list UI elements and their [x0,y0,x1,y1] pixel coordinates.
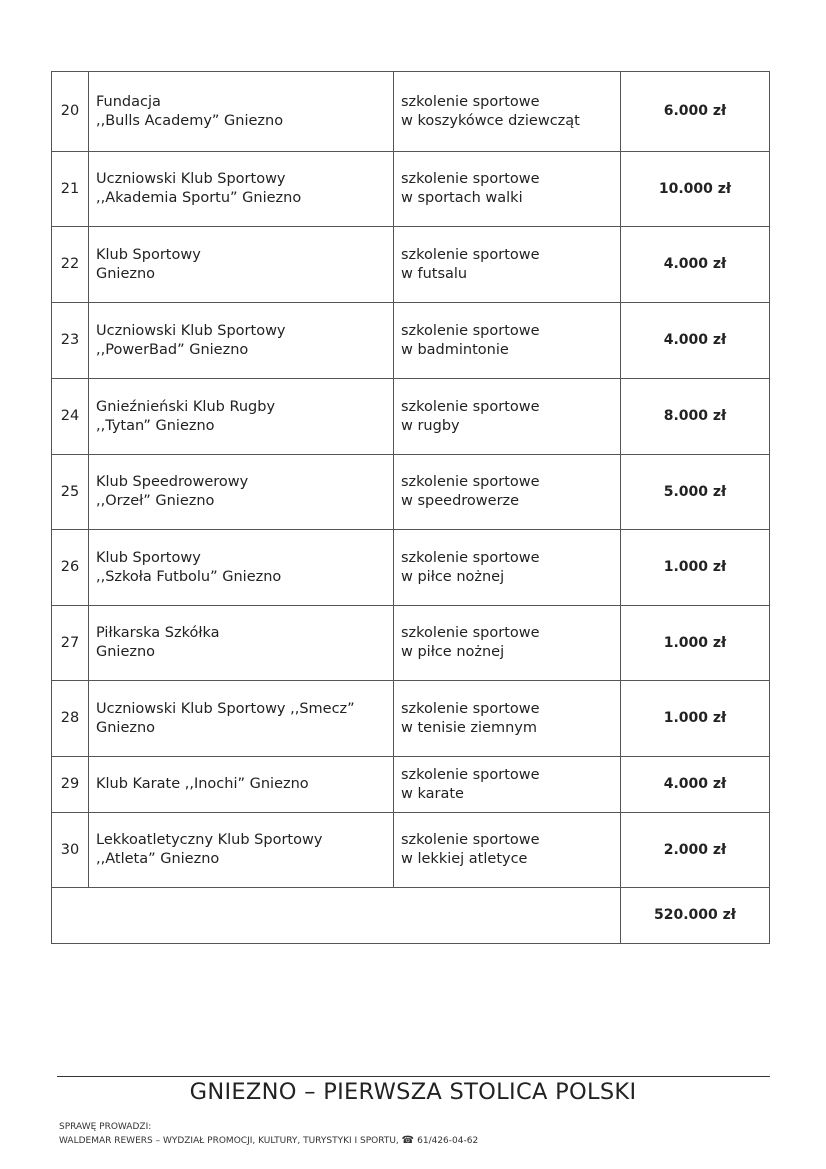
row-number: 25 [52,455,89,530]
purpose-line: szkolenie sportowe [401,474,540,490]
table-row [52,303,770,379]
organization-name-line: Gniezno [96,265,156,282]
purpose-line: w futsalu [401,265,468,282]
grant-amount: 4.000 zł [621,303,770,379]
organization-name-line: Gniezno [96,719,156,736]
organization-name-line: ,,Atleta” Gniezno [96,851,220,867]
purpose-line: szkolenie sportowe [401,322,540,339]
grant-amount: 10.000 zł [621,152,770,227]
organization-name-line: Klub Speedrowerowy [96,474,249,490]
organization-name-line: Lekkoatletyczny Klub Sportowy [96,832,323,848]
organization-cell [89,455,394,530]
purpose-line: w rugby [401,417,460,434]
organization-name-line: Uczniowski Klub Sportowy ,,Smecz” [96,700,355,717]
table-row [52,379,770,455]
purpose-line: w tenisie ziemnym [401,719,537,736]
purpose-line: w karate [401,785,464,802]
organization-name-line: Uczniowski Klub Sportowy [96,171,286,187]
purpose-line: w koszykówce dziewcząt [401,112,580,129]
table-row [52,681,770,757]
footer-phone: 61/426-04-62 [417,1136,479,1146]
footer-label: SPRAWĘ PROWADZI: [59,1122,152,1132]
organization-name-line: ,,Akademia Sportu” Gniezno [96,190,302,206]
purpose-line: szkolenie sportowe [401,700,540,717]
organization-name-line: Gnieźnieński Klub Rugby [96,398,276,415]
row-number: 22 [52,227,89,303]
grant-amount: 4.000 zł [621,227,770,303]
purpose-cell [394,757,621,813]
purpose-line: szkolenie sportowe [401,171,540,187]
row-number: 20 [52,72,89,152]
organization-cell [89,72,394,152]
table-row [52,813,770,888]
purpose-line: szkolenie sportowe [401,625,540,641]
footer-divider [57,1076,770,1077]
grant-amount: 8.000 zł [621,379,770,455]
organization-name-line: ,,Tytan” Gniezno [96,417,215,434]
organization-name-line: Fundacja [96,93,161,110]
organization-cell [89,757,394,813]
grants-table [51,71,770,944]
grant-amount: 1.000 zł [621,681,770,757]
purpose-cell [394,606,621,681]
organization-cell [89,530,394,606]
purpose-cell [394,455,621,530]
total-label-cell [52,888,621,944]
organization-name-line: Klub Sportowy [96,246,201,263]
row-number: 28 [52,681,89,757]
organization-name-line: Uczniowski Klub Sportowy [96,322,286,339]
purpose-cell [394,813,621,888]
phone-icon: ☎ [401,1135,415,1146]
purpose-line: szkolenie sportowe [401,398,540,415]
table-row [52,72,770,152]
purpose-cell [394,152,621,227]
row-number: 30 [52,813,89,888]
grant-amount: 1.000 zł [621,530,770,606]
table-row [52,606,770,681]
table-row [52,530,770,606]
purpose-line: szkolenie sportowe [401,93,540,110]
row-number: 23 [52,303,89,379]
purpose-line: w piłce nożnej [401,644,505,660]
purpose-line: w lekkiej atletyce [401,851,528,867]
purpose-line: szkolenie sportowe [401,549,540,566]
purpose-line: szkolenie sportowe [401,246,540,263]
purpose-line: w piłce nożnej [401,568,505,585]
purpose-line: szkolenie sportowe [401,832,540,848]
organization-cell [89,606,394,681]
organization-name-line: Klub Sportowy [96,549,201,566]
grant-amount: 6.000 zł [621,72,770,152]
organization-cell [89,303,394,379]
organization-name-line: Piłkarska Szkółka [96,625,220,641]
organization-cell [89,227,394,303]
grant-amount: 2.000 zł [621,813,770,888]
purpose-line: w badmintonie [401,341,509,358]
organization-name-line: ,,Orzeł” Gniezno [96,493,215,509]
row-number: 26 [52,530,89,606]
table-row [52,227,770,303]
total-row [52,888,770,944]
row-number: 21 [52,152,89,227]
organization-name-line: Klub Karate ,,Inochi” Gniezno [96,776,309,792]
organization-name-line: ,,Bulls Academy” Gniezno [96,112,284,129]
purpose-line: w speedrowerze [401,493,520,509]
purpose-line: w sportach walki [401,190,523,206]
row-number: 27 [52,606,89,681]
row-number: 29 [52,757,89,813]
row-number: 24 [52,379,89,455]
organization-cell [89,379,394,455]
organization-name-line: ,,Szkoła Futbolu” Gniezno [96,568,282,585]
purpose-cell [394,681,621,757]
footer-contact-text: WALDEMAR REWERS – WYDZIAŁ PROMOCJI, KULTURY, TURYSTYKI I SPORTU, [59,1136,399,1146]
grant-amount: 4.000 zł [621,757,770,813]
table-row [52,757,770,813]
purpose-cell [394,227,621,303]
footer-contact [59,1135,478,1146]
organization-cell [89,681,394,757]
purpose-cell [394,303,621,379]
grant-amount: 1.000 zł [621,606,770,681]
footer-title: GNIEZNO – PIERWSZA STOLICA POLSKI [189,1079,637,1105]
organization-name-line: ,,PowerBad” Gniezno [96,341,249,358]
purpose-cell [394,379,621,455]
organization-name-line: Gniezno [96,644,156,660]
organization-cell [89,813,394,888]
table-row [52,152,770,227]
grant-amount: 5.000 zł [621,455,770,530]
purpose-cell [394,72,621,152]
purpose-line: szkolenie sportowe [401,766,540,783]
table-row [52,455,770,530]
purpose-cell [394,530,621,606]
total-amount: 520.000 zł [621,888,770,944]
organization-cell [89,152,394,227]
